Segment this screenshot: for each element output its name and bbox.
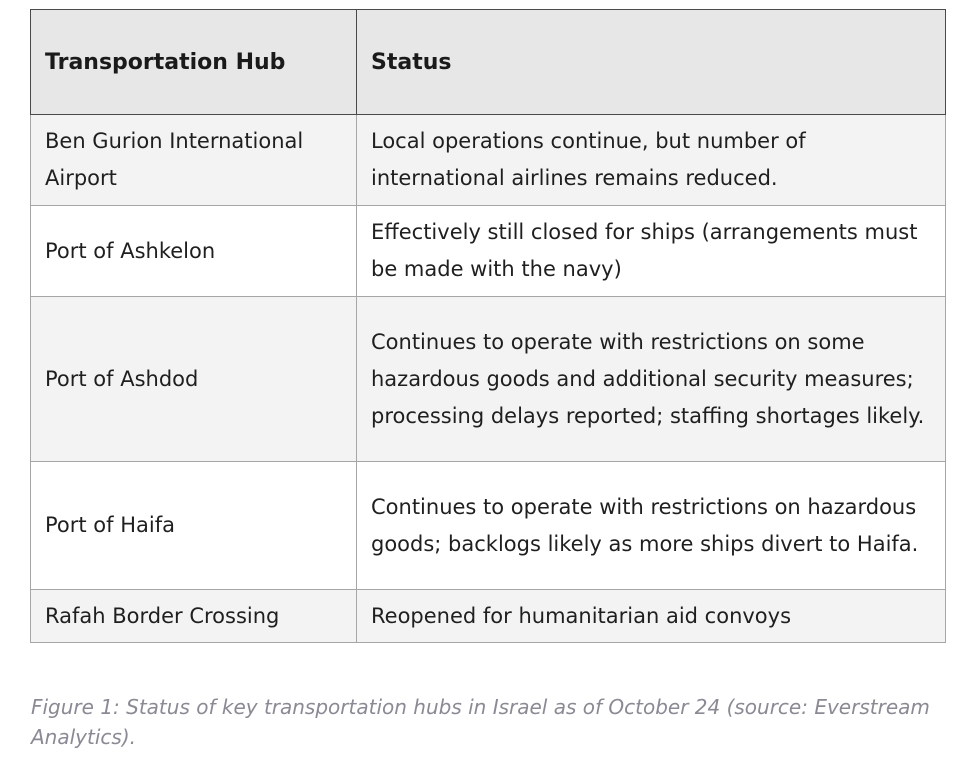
status-cell: Local operations continue, but number of international airlines remains reduced.: [357, 115, 946, 206]
status-cell: Reopened for humanitarian aid convoys: [357, 590, 946, 643]
header-transportation-hub: Transportation Hub: [31, 10, 357, 115]
table-row: [31, 590, 946, 643]
hub-cell: Port of Ashkelon: [31, 206, 357, 297]
hub-cell: Port of Haifa: [31, 462, 357, 590]
table-header-row: [31, 10, 946, 115]
hub-cell: Port of Ashdod: [31, 297, 357, 462]
table-row: [31, 297, 946, 462]
hub-cell: Ben Gurion International Airport: [31, 115, 357, 206]
hub-cell: Rafah Border Crossing: [31, 590, 357, 643]
header-status: Status: [357, 10, 946, 115]
transportation-hub-table: [30, 9, 946, 643]
status-cell: Continues to operate with restrictions on some hazardous goods and additional security measures; processing delays reported; staffing shortages likely.: [357, 297, 946, 462]
status-cell: Effectively still closed for ships (arrangements must be made with the navy): [357, 206, 946, 297]
table-row: [31, 206, 946, 297]
table-row: [31, 462, 946, 590]
status-cell: Continues to operate with restrictions on hazardous goods; backlogs likely as more ships divert to Haifa.: [357, 462, 946, 590]
figure-caption: Figure 1: Status of key transportation hubs in Israel as of October 24 (source: Everstream Analytics).: [31, 695, 930, 749]
table-row: [31, 115, 946, 206]
